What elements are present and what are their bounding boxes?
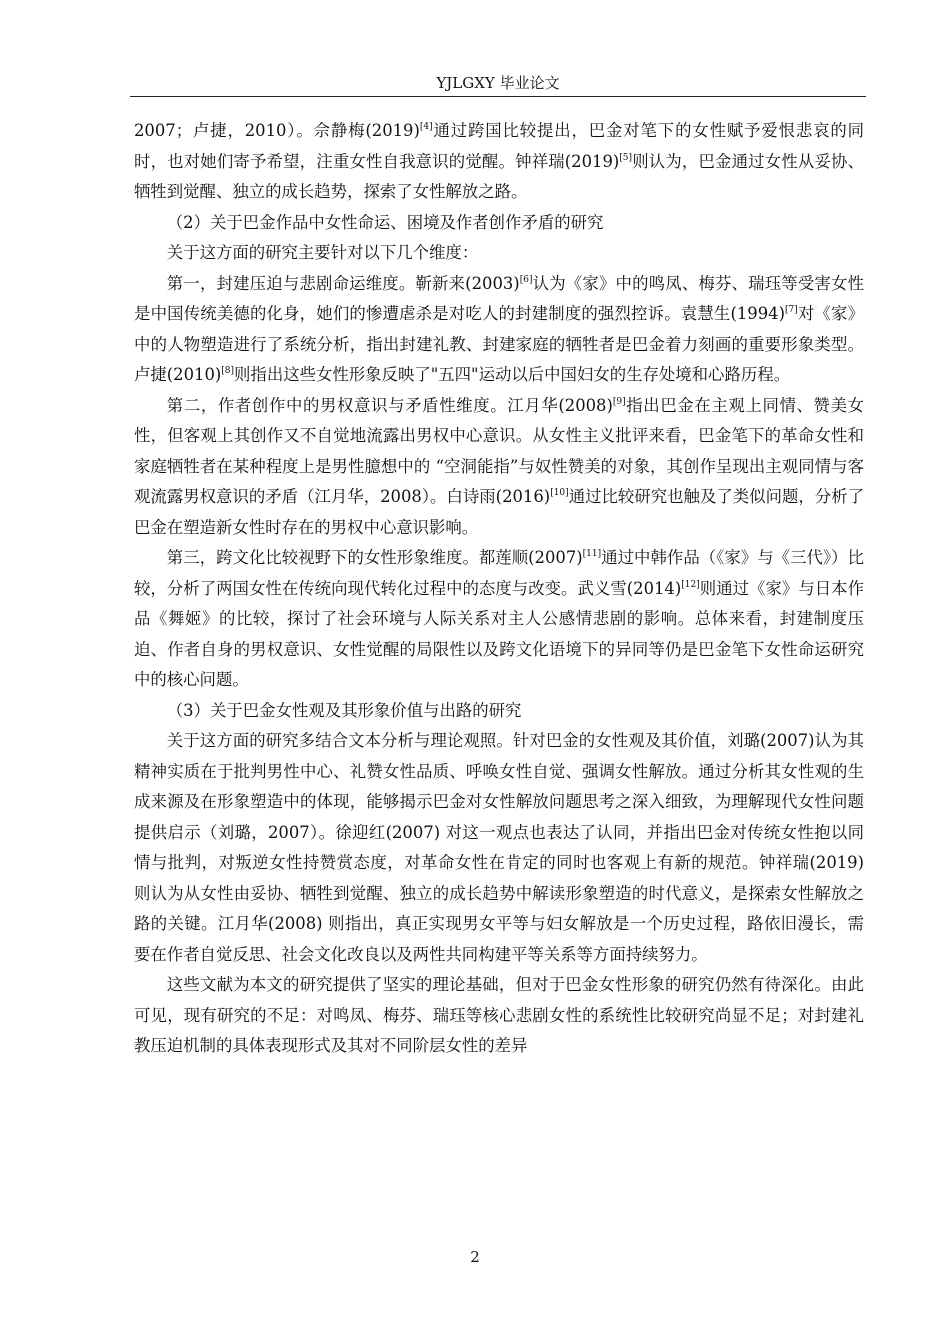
- page-header: YJLGXY 毕业论文: [436, 74, 560, 92]
- paragraph-6: 关于这方面的研究多结合文本分析与理论观照。针对巴金的女性观及其价值，刘璐(2007)认为其精神实质在于批判男性中心、礼赞女性品质、呼唤女性自觉、强调女性解放。通过分析其女性观的生成来源及在形象塑造中的体现，能够揭示巴金对女性解放问题思考之深入细致，为理解现代女性问题提供启示（刘璐，2007）。徐迎红(2007) 对这一观点也表达了认同，并指出巴金对传统女性抱以同情与批判，对叛逆女性持赞赏态度，对革命女性在肯定的同时也客观上有新的规范。钟祥瑞(2019) 则认为从女性由妥协、牺牲到觉醒、独立的成长趋势中解读形象塑造的时代意义，是探索女性解放之路的关键。江月华(2008) 则指出，真正实现男女平等与妇女解放是一个历史过程，路依旧漫长，需要在作者自觉反思、社会文化改良以及两性共同构建平等关系等方面持续努力。: [134, 731, 864, 964]
- body-text: [134, 116, 864, 1062]
- citation-11: [11]: [582, 549, 602, 559]
- paragraph-7: 这些文献为本文的研究提供了坚实的理论基础，但对于巴金女性形象的研究仍然有待深化。由此可见，现有研究的不足：对鸣凤、梅芬、瑞珏等核心悲剧女性的系统性比较研究尚显不足；对封建礼教压迫机制的具体表现形式及其对不同阶层女性的差异: [134, 975, 864, 1055]
- page-number: 2: [470, 1248, 480, 1266]
- paragraph-1: 2007；卢捷，2010）。佘静梅(2019)[4]通过跨国比较提出，巴金对笔下的女性赋予爱恨悲哀的同时，也对她们寄予希望，注重女性自我意识的觉醒。钟祥瑞(2019)[5]则认为，巴金通过女性从妥协、牺牲到觉醒、独立的成长趋势，探索了女性解放之路。: [134, 121, 865, 201]
- paragraph-4: 第二，作者创作中的男权意识与矛盾性维度。江月华(2008)[9]指出巴金在主观上同情、赞美女性，但客观上其创作又不自觉地流露出男权中心意识。从女性主义批评来看，巴金笔下的革命女性和家庭牺牲者在某种程度上是男性臆想中的 “空洞能指”与奴性赞美的对象，其创作呈现出主观同情与客观流露男权意识的矛盾（江月华，2008）。白诗雨(2016)[10]通过比较研究也触及了类似问题，分析了巴金在塑造新女性时存在的男权中心意识影响。: [134, 395, 865, 537]
- citation-10: [10]: [550, 488, 569, 498]
- citation-5: [5]: [619, 152, 633, 163]
- section-heading-2: （2）关于巴金作品中女性命运、困境及作者创作矛盾的研究: [166, 212, 604, 232]
- paragraph-5: 第三，跨文化比较视野下的女性形象维度。都莲顺(2007)[11]通过中韩作品（《家》与《三代》）比较，分析了两国女性在传统向现代转化过程中的态度与改变。武义雪(2014)[12]则通过《家》与日本作品《舞姬》的比较，探讨了社会环境与人际关系对主人公感情悲剧的影响。总体来看，封建制度压迫、作者自身的男权意识、女性觉醒的局限性以及跨文化语境下的异同等仍是巴金笔下女性命运研究中的核心问题。: [134, 548, 864, 689]
- header-divider: [130, 96, 866, 97]
- citation-12: [12]: [681, 579, 700, 590]
- section-heading-3: （3）关于巴金女性观及其形象价值与出路的研究: [166, 700, 522, 720]
- paragraph-2: 关于这方面的研究主要针对以下几个维度：: [166, 243, 479, 262]
- citation-7: [7]: [784, 305, 798, 315]
- paragraph-3: 第一，封建压迫与悲剧命运维度。靳新来(2003)[6]认为《家》中的鸣凤、梅芬、瑞珏等受害女性是中国传统美德的化身，她们的惨遭虐杀是对吃人的封建制度的强烈控诉。袁慧生(1994)[7]对《家》中的人物塑造进行了系统分析，指出封建礼教、封建家庭的牺牲者是巴金着力刻画的重要形象类型。卢捷(2010)[8]则指出这些女性形象反映了"五四"运动以后中国妇女的生存处境和心路历程。: [134, 273, 865, 384]
- citation-8: [8]: [221, 366, 235, 376]
- citation-9: [9]: [612, 396, 626, 407]
- citation-4: [4]: [419, 122, 433, 132]
- citation-6: [6]: [519, 274, 533, 285]
